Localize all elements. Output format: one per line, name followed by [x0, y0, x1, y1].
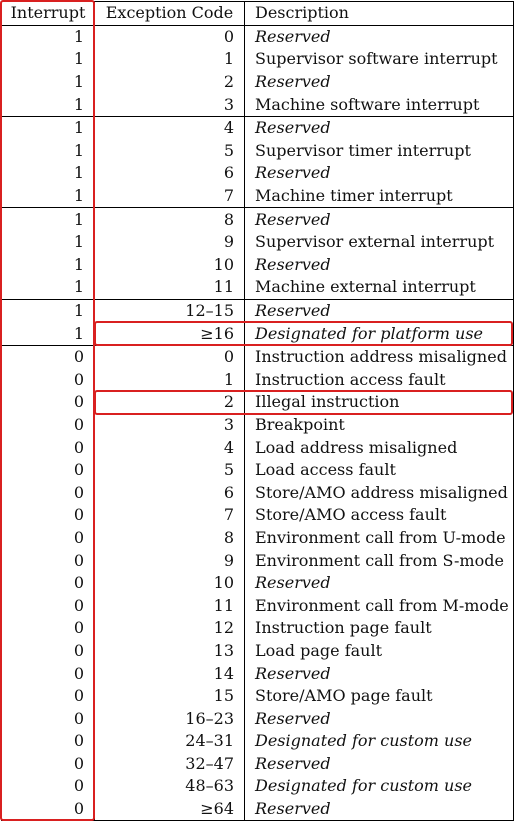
cell-exception-code: ≥64	[95, 798, 245, 821]
cell-description: Reserved	[245, 208, 514, 231]
cell-description: Designated for custom use	[245, 730, 514, 753]
table-row	[2, 71, 514, 94]
cell-description: Store/AMO address misaligned	[245, 481, 514, 504]
cell-description: Environment call from S-mode	[245, 549, 514, 572]
cell-exception-code: 24–31	[95, 730, 245, 753]
table-row	[2, 299, 514, 322]
cell-exception-code: 6	[95, 162, 245, 185]
cell-exception-code: 11	[95, 276, 245, 299]
cell-interrupt: 1	[2, 231, 95, 254]
cell-exception-code: 4	[95, 116, 245, 139]
cell-description: Reserved	[245, 707, 514, 730]
table-row	[2, 662, 514, 685]
cell-interrupt: 0	[2, 707, 95, 730]
cell-description: Instruction access fault	[245, 369, 514, 392]
cell-interrupt: 1	[2, 48, 95, 71]
table-row	[2, 391, 514, 414]
cell-exception-code: 9	[95, 231, 245, 254]
cell-exception-code: 2	[95, 71, 245, 94]
cell-description: Machine timer interrupt	[245, 185, 514, 208]
cell-description: Breakpoint	[245, 414, 514, 437]
cell-description: Reserved	[245, 116, 514, 139]
cell-exception-code: 0	[95, 345, 245, 368]
table-row	[2, 208, 514, 231]
table-row	[2, 640, 514, 663]
cell-exception-code: 13	[95, 640, 245, 663]
cell-description: Designated for custom use	[245, 775, 514, 798]
table-header-row	[2, 2, 514, 26]
cell-description: Reserved	[245, 662, 514, 685]
cell-exception-code: 5	[95, 140, 245, 163]
cell-description: Instruction page fault	[245, 617, 514, 640]
header-interrupt: Interrupt	[2, 2, 95, 26]
cell-interrupt: 0	[2, 345, 95, 368]
table-row	[2, 549, 514, 572]
cell-interrupt: 1	[2, 185, 95, 208]
cell-interrupt: 0	[2, 369, 95, 392]
cell-exception-code: 8	[95, 208, 245, 231]
cell-description: Reserved	[245, 299, 514, 322]
cell-description: Load address misaligned	[245, 436, 514, 459]
cell-exception-code: 8	[95, 527, 245, 550]
cell-description: Reserved	[245, 71, 514, 94]
cell-description: Machine external interrupt	[245, 276, 514, 299]
cell-description: Instruction address misaligned	[245, 345, 514, 368]
cell-interrupt: 0	[2, 459, 95, 482]
cell-description: Environment call from U-mode	[245, 527, 514, 550]
table-row	[2, 730, 514, 753]
cell-description: Reserved	[245, 572, 514, 595]
table-row	[2, 276, 514, 299]
cell-description: Supervisor timer interrupt	[245, 140, 514, 163]
cell-exception-code: 10	[95, 254, 245, 277]
cell-exception-code: 7	[95, 504, 245, 527]
cell-description: Supervisor software interrupt	[245, 48, 514, 71]
table-row	[2, 504, 514, 527]
table-row	[2, 459, 514, 482]
cell-exception-code: 0	[95, 25, 245, 48]
cell-exception-code: 6	[95, 481, 245, 504]
table-row	[2, 345, 514, 368]
cell-interrupt: 0	[2, 549, 95, 572]
cell-exception-code: 12	[95, 617, 245, 640]
cell-description: Reserved	[245, 798, 514, 821]
table-row	[2, 594, 514, 617]
cell-interrupt: 1	[2, 25, 95, 48]
cell-interrupt: 0	[2, 391, 95, 414]
cell-interrupt: 1	[2, 71, 95, 94]
cell-interrupt: 1	[2, 208, 95, 231]
cell-description: Reserved	[245, 162, 514, 185]
cell-interrupt: 0	[2, 685, 95, 708]
table-row	[2, 527, 514, 550]
cell-interrupt: 0	[2, 572, 95, 595]
cell-description: Supervisor external interrupt	[245, 231, 514, 254]
cell-description: Store/AMO access fault	[245, 504, 514, 527]
cell-description: Designated for platform use	[245, 322, 514, 345]
cell-interrupt: 1	[2, 116, 95, 139]
cell-interrupt: 0	[2, 527, 95, 550]
cell-exception-code: 9	[95, 549, 245, 572]
cell-exception-code: ≥16	[95, 322, 245, 345]
cell-description: Reserved	[245, 25, 514, 48]
table-row	[2, 93, 514, 116]
cell-description: Machine software interrupt	[245, 93, 514, 116]
cell-exception-code: 2	[95, 391, 245, 414]
cell-interrupt: 1	[2, 299, 95, 322]
table-row	[2, 162, 514, 185]
table-row	[2, 369, 514, 392]
cell-interrupt: 0	[2, 662, 95, 685]
table-row	[2, 572, 514, 595]
cell-interrupt: 0	[2, 504, 95, 527]
cell-exception-code: 12–15	[95, 299, 245, 322]
cell-exception-code: 5	[95, 459, 245, 482]
table-row	[2, 140, 514, 163]
table-row	[2, 414, 514, 437]
table-row	[2, 617, 514, 640]
table-row	[2, 322, 514, 345]
cell-interrupt: 0	[2, 798, 95, 821]
cell-exception-code: 4	[95, 436, 245, 459]
cell-exception-code: 14	[95, 662, 245, 685]
cell-description: Reserved	[245, 254, 514, 277]
cell-exception-code: 7	[95, 185, 245, 208]
cell-exception-code: 11	[95, 594, 245, 617]
cell-interrupt: 1	[2, 276, 95, 299]
cell-exception-code: 1	[95, 369, 245, 392]
cell-exception-code: 16–23	[95, 707, 245, 730]
exception-code-table	[1, 1, 514, 821]
table-row	[2, 775, 514, 798]
cell-exception-code: 3	[95, 93, 245, 116]
cell-description: Load access fault	[245, 459, 514, 482]
cell-description: Environment call from M-mode	[245, 594, 514, 617]
table-row	[2, 436, 514, 459]
cell-exception-code: 32–47	[95, 753, 245, 776]
table-row	[2, 116, 514, 139]
table-body	[2, 25, 514, 821]
table-row	[2, 481, 514, 504]
cell-description: Store/AMO page fault	[245, 685, 514, 708]
cell-interrupt: 0	[2, 730, 95, 753]
cell-interrupt: 1	[2, 140, 95, 163]
table-row	[2, 798, 514, 821]
cell-interrupt: 0	[2, 775, 95, 798]
cell-interrupt: 1	[2, 93, 95, 116]
cell-interrupt: 0	[2, 640, 95, 663]
cell-interrupt: 0	[2, 594, 95, 617]
cell-description: Illegal instruction	[245, 391, 514, 414]
cell-interrupt: 1	[2, 322, 95, 345]
cell-exception-code: 15	[95, 685, 245, 708]
table-row	[2, 48, 514, 71]
table-row	[2, 185, 514, 208]
cell-interrupt: 1	[2, 254, 95, 277]
cell-interrupt: 0	[2, 481, 95, 504]
table-row	[2, 685, 514, 708]
table-row	[2, 231, 514, 254]
cell-exception-code: 3	[95, 414, 245, 437]
header-description: Description	[245, 2, 514, 26]
table-row	[2, 254, 514, 277]
table-row	[2, 707, 514, 730]
cell-interrupt: 0	[2, 617, 95, 640]
cell-description: Reserved	[245, 753, 514, 776]
table-row	[2, 753, 514, 776]
cell-interrupt: 0	[2, 753, 95, 776]
cell-description: Load page fault	[245, 640, 514, 663]
cell-exception-code: 48–63	[95, 775, 245, 798]
table-row	[2, 25, 514, 48]
cell-interrupt: 0	[2, 436, 95, 459]
cell-exception-code: 1	[95, 48, 245, 71]
header-exception-code: Exception Code	[95, 2, 245, 26]
cell-interrupt: 1	[2, 162, 95, 185]
cell-exception-code: 10	[95, 572, 245, 595]
cell-interrupt: 0	[2, 414, 95, 437]
